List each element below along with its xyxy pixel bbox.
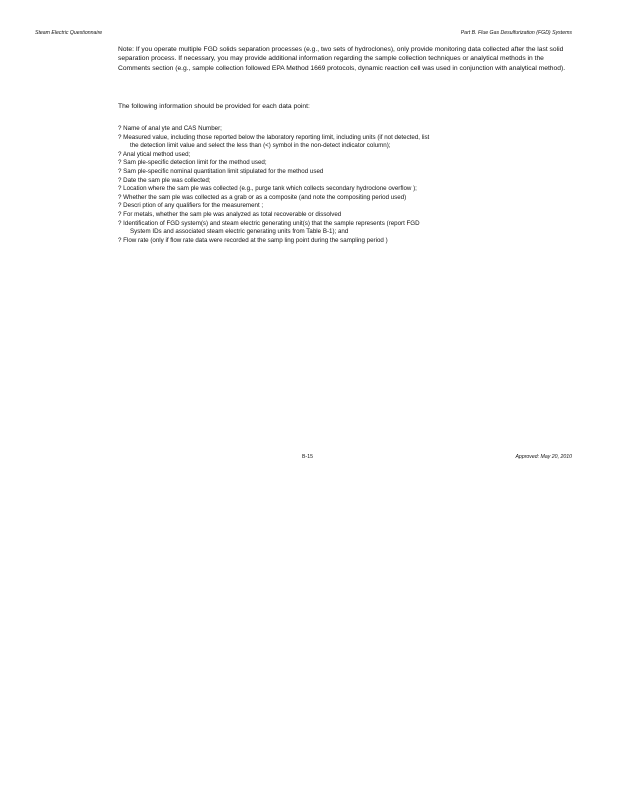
list-item: ? Flow rate (only if flow rate data were recorded at the samp ling point during the sampling period ) xyxy=(118,236,388,244)
page-number: B-15 xyxy=(302,454,313,460)
list-item: ? For metals, whether the sam ple was analyzed as total recoverable or dissolved xyxy=(118,210,342,218)
list-item: ? Location where the sam ple was collected (e.g., purge tank which collects secondary hydroclone overflow ); xyxy=(118,185,417,193)
list-item: ? Sam ple-specific nominal quantitation limit stipulated for the method used xyxy=(118,167,324,175)
list-item: ? Measured value, including those reported below the laboratory reporting limit, including units (if not detected, list the detection limit value and select the less than (<) symbol in the non-detect indicator column); xyxy=(118,133,430,150)
approval-date: Approved: May 20, 2010 xyxy=(515,454,572,460)
data-point-list xyxy=(118,125,558,245)
header-right: Part B. Flue Gas Desulfurization (FGD) Systems xyxy=(460,30,572,36)
note-paragraph: Note: If you operate multiple FGD solids separation processes (e.g., two sets of hydroclones), only provide monitoring data collected after the last solid separation process. If necessary, you may provide additional information regarding the sample collection techniques or analytical methods in the Comments section (e.g., sample collection followed EPA Method 1669 protocols, dynamic reaction cell was used in conjunction with analytical method). xyxy=(118,46,566,72)
header-left: Steam Electric Questionnaire xyxy=(35,30,103,36)
list-item: ? Identification of FGD system(s) and steam electric generating unit(s) that the sample represents (report FGD System IDs and associated steam electric generating units from Table B-1); and xyxy=(118,219,420,236)
list-item: ? Anal ytical method used; xyxy=(118,150,191,158)
intro-text: The following information should be provided for each data point: xyxy=(118,103,310,110)
list-item: ? Sam ple-specific detection limit for the method used; xyxy=(118,159,267,167)
list-item: ? Date the sam ple was collected; xyxy=(118,176,211,184)
list-item: ? Descri ption of any qualifiers for the measurement ; xyxy=(118,202,264,210)
list-item: ? Name of anal yte and CAS Number; xyxy=(118,125,222,132)
list-item: ? Whether the sam ple was collected as a grab or as a composite (and note the compositing period used) xyxy=(118,193,407,201)
